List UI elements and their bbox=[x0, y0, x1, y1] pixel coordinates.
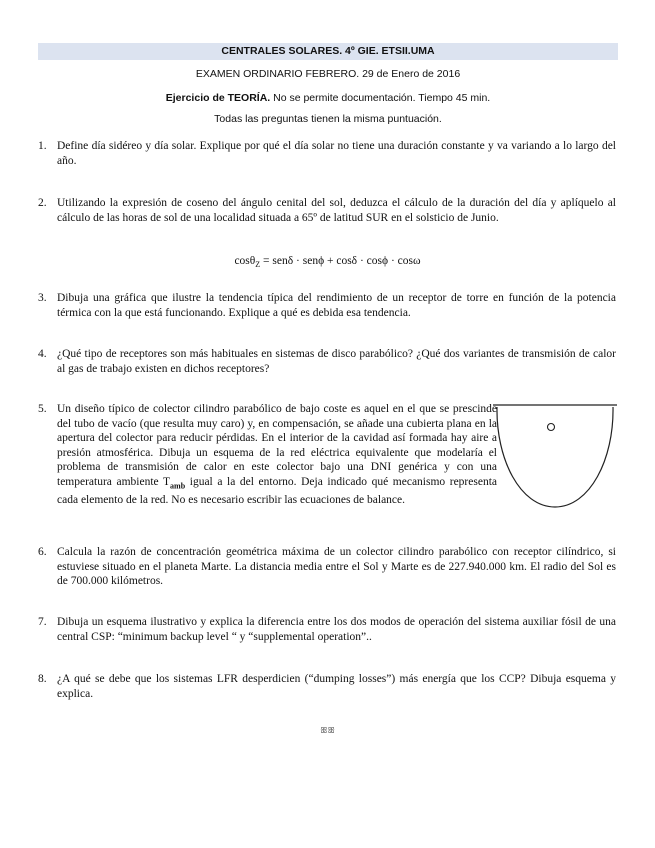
question-text: Dibuja un esquema ilustrativo y explica la diferencia entre los dos modos de operación del sistema auxiliar fósil de una central CSP: “minimum backup level “ y “supplemental operation”.. bbox=[57, 616, 616, 643]
exercise-label: Ejercicio de TEORÍA. bbox=[165, 92, 271, 104]
question-7 bbox=[38, 615, 616, 644]
question-number: 2. bbox=[38, 197, 47, 209]
question-number: 1. bbox=[38, 140, 47, 152]
question-text: ¿A qué se debe que los sistemas LFR desperdicien (“dumping losses”) más energía que los CCP? Dibuja esquema y explica. bbox=[57, 673, 616, 700]
question-1 bbox=[38, 139, 616, 168]
question-8 bbox=[38, 672, 616, 701]
question-number: 6. bbox=[38, 546, 47, 558]
question-text: Define día sidéreo y día solar. Explique por qué el día solar no tiene una duración constante y va variando a lo largo del año. bbox=[57, 140, 616, 167]
exam-date-line: EXAMEN ORDINARIO FEBRERO. 29 de Enero de 2016 bbox=[195, 68, 461, 80]
question-3 bbox=[38, 291, 616, 320]
question-number: 5. bbox=[38, 403, 47, 415]
question-number: 3. bbox=[38, 292, 47, 304]
question-text: Un diseño típico de colector cilindro parabólico de bajo coste es aquel en el que se prescinde del tubo de vacío (que resulta muy caro) y, en compensación, se añade una cubierta plana en la apertura del colector para reducir pérdidas. En el interior de la cavidad así formada hay aire a presión atmosférica. Dibuja un esquema de la red eléctrica equivalente que modelaría el problema de transmisión de calor en este colector bajo una DNI genérica y con una temperatura ambiente $T_{amb}$ igual a la del entorno. Deja indicado qué mecanismo representa cada elemento de la red. No es necesario escribir las ecuaciones de balance. bbox=[57, 403, 497, 507]
exercise-line bbox=[38, 92, 618, 104]
question-text: Calcula la razón de concentración geométrica máxima de un colector cilindro parabólico con receptor cilíndrico, si estuviese situado en el planeta Marte. La distancia media entre el Sol y Marte es de 227.940.000 km. El radio del Sol es de 700.000 kilómetros. bbox=[57, 546, 616, 587]
exam-title: CENTRALES SOLARES. 4º GIE. ETSII.UMA bbox=[221, 45, 435, 57]
question-text: ¿Qué tipo de receptores son más habituales en sistemas de disco parabólico? ¿Qué dos variantes de transmisión de calor al gas de trabajo existen en dichos receptores? bbox=[57, 348, 616, 375]
zenith-cosine-formula: cosθ$_Z$ = senδ · senϕ + cosδ · cosϕ · cosω bbox=[234, 255, 421, 269]
receptor-tube-circle bbox=[548, 424, 555, 431]
collector-cross-section-diagram bbox=[492, 404, 618, 510]
question-text: Dibuja una gráfica que ilustre la tendencia típica del rendimiento de un receptor de torre en función de la potencia térmica con la que está funcionando. Explique a qué es debida esa tendencia. bbox=[57, 292, 616, 319]
parabolic-trough-curve bbox=[497, 407, 613, 507]
question-number: 8. bbox=[38, 673, 47, 685]
question-number: 4. bbox=[38, 348, 47, 360]
question-6 bbox=[38, 545, 616, 589]
question-number: 7. bbox=[38, 616, 47, 628]
footer-ornament: ꕥꕥ bbox=[320, 726, 335, 735]
question-2 bbox=[38, 196, 616, 225]
exercise-rules: No se permite documentación. Tiempo 45 min. bbox=[270, 92, 491, 104]
question-text: Utilizando la expresión de coseno del ángulo cenital del sol, deduzca el cálculo de la duración del día y aplíquelo al cálculo de las horas de sol de una localidad situada a 65º de latitud SUR en el solsticio de Junio. bbox=[57, 197, 616, 224]
question-4 bbox=[38, 347, 616, 376]
scoring-note: Todas las preguntas tienen la misma puntuación. bbox=[214, 113, 442, 125]
